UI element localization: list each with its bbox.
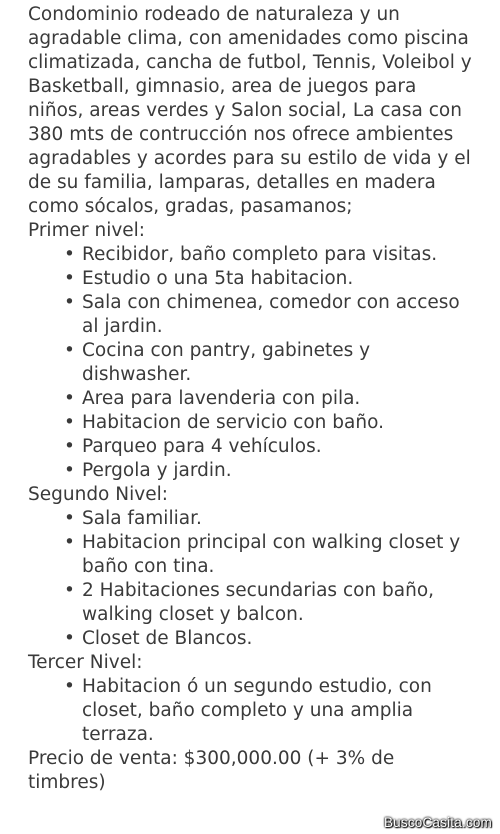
- list-item: • Estudio o una 5ta habitacion.: [82, 267, 472, 291]
- list-item: • Pergola y jardin.: [82, 459, 472, 483]
- feature-list: [28, 243, 472, 483]
- list-item: • Cocina con pantry, gabinetes y dishwasher.: [82, 339, 472, 387]
- feature-list: [28, 507, 472, 651]
- section-tercer-nivel: [28, 651, 472, 747]
- section-heading: Primer nivel:: [28, 220, 146, 241]
- list-item: • Sala con chimenea, comedor con acceso al jardin.: [82, 291, 472, 339]
- feature-list: [28, 675, 472, 747]
- list-item: • Habitacion ó un segundo estudio, con closet, baño completo y una amplia terraza.: [82, 675, 472, 747]
- section-heading: Segundo Nivel:: [28, 484, 168, 505]
- section-heading: Tercer Nivel:: [28, 652, 143, 673]
- list-item: • 2 Habitaciones secundarias con baño, walking closet y balcon.: [82, 579, 472, 627]
- section-segundo-nivel: [28, 483, 472, 651]
- list-item: • Closet de Blancos.: [82, 627, 472, 651]
- site-watermark: BuscoCasita.com: [383, 815, 492, 830]
- list-item: • Parqueo para 4 vehículos.: [82, 435, 472, 459]
- intro-paragraph: Condominio rodeado de naturaleza y un agradable clima, con amenidades como piscina climatizada, cancha de futbol, Tennis, Voleibol y Basketball, gimnasio, area de juegos para niños, areas verdes y Salon social, La casa con 380 mts de contrucción nos ofrece ambientes agradables y acordes para su estilo de vida y el de su familia, lamparas, detalles en madera como sócalos, gradas, pasamanos;: [28, 4, 472, 217]
- sale-price: Precio de venta: $300,000.00 (+ 3% de timbres): [28, 748, 395, 793]
- list-item: • Recibidor, baño completo para visitas.: [82, 243, 472, 267]
- list-item: • Habitacion de servicio con baño.: [82, 411, 472, 435]
- list-item: • Sala familiar.: [82, 507, 472, 531]
- listing-description: [28, 3, 472, 795]
- section-primer-nivel: [28, 219, 472, 483]
- list-item: • Habitacion principal con walking closet y baño con tina.: [82, 531, 472, 579]
- list-item: • Area para lavenderia con pila.: [82, 387, 472, 411]
